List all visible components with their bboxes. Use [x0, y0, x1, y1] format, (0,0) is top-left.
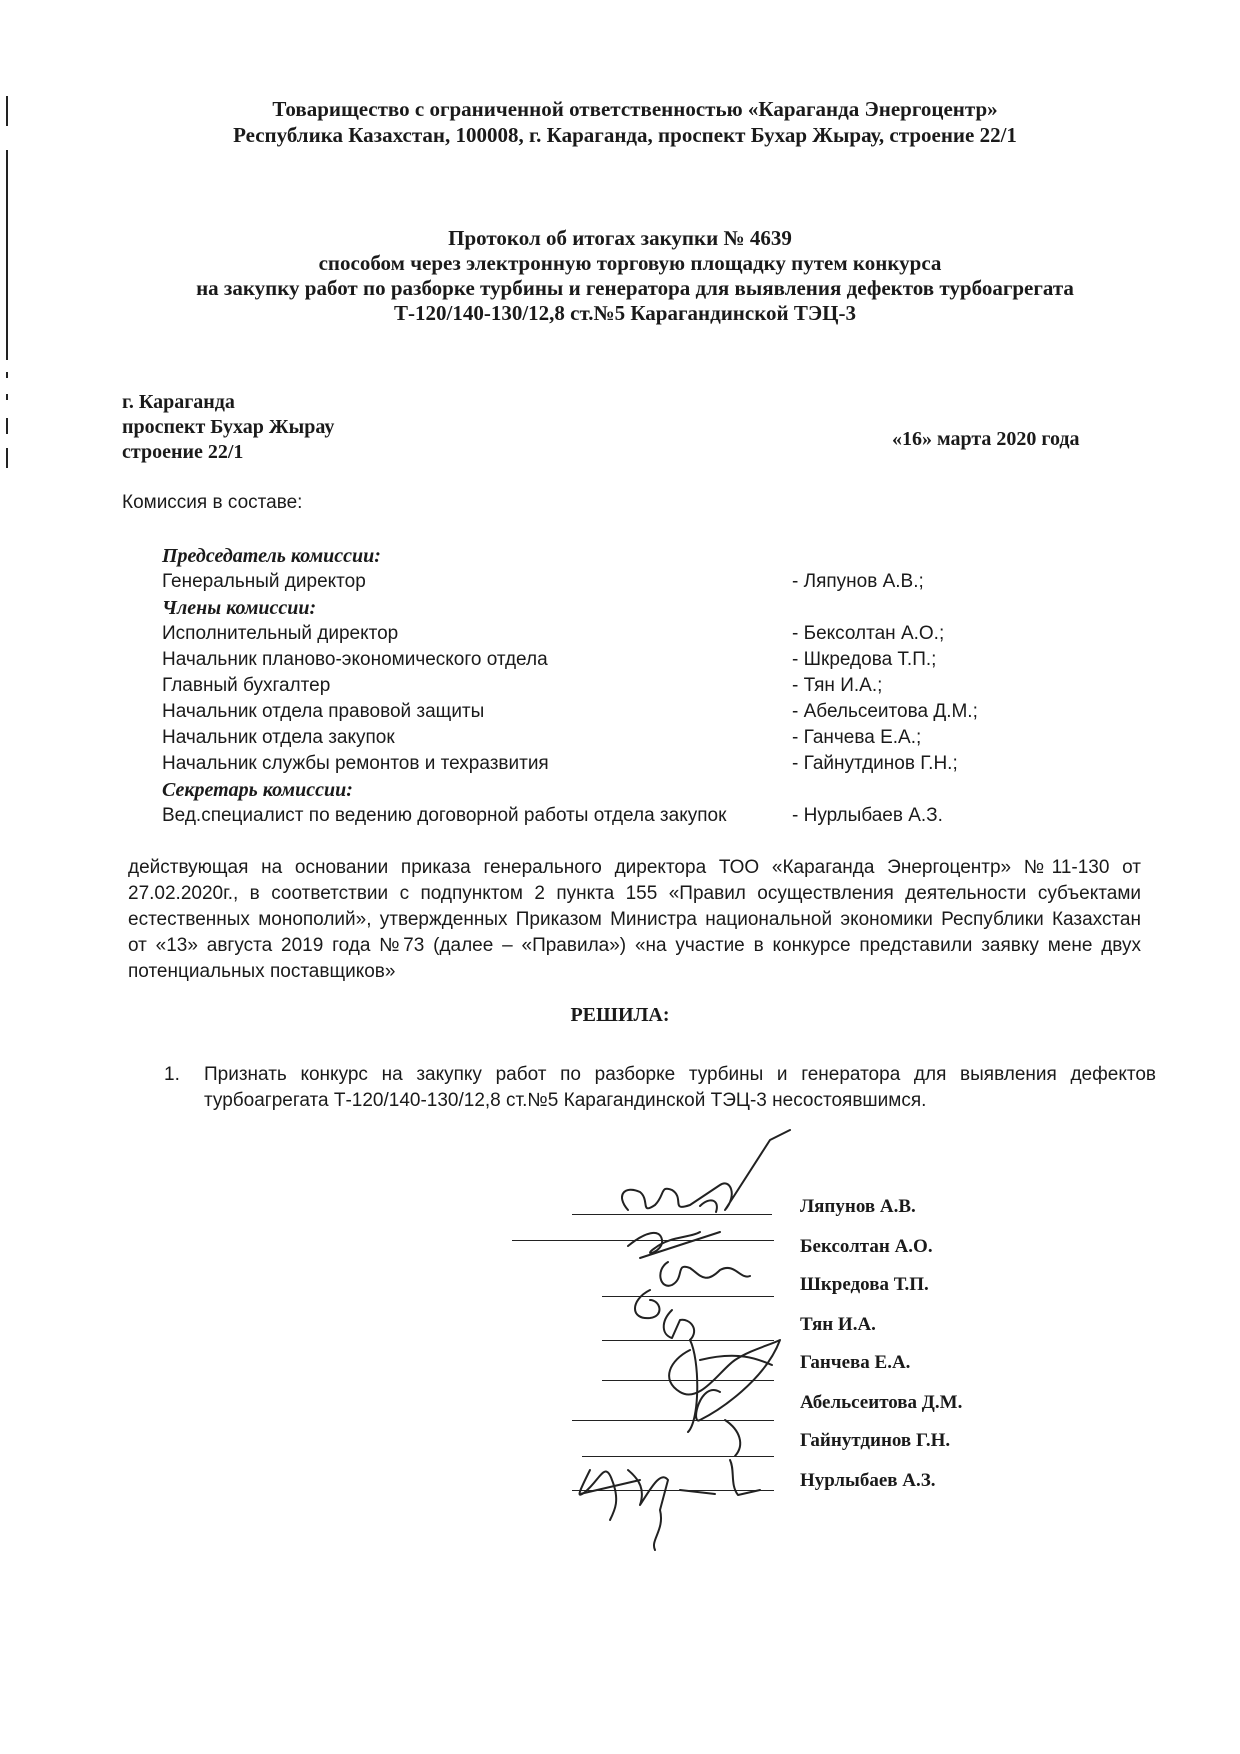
commission-member-row [162, 803, 1112, 829]
signature-line [602, 1380, 774, 1381]
signatory-name: Абельсеитова Д.М. [800, 1392, 963, 1413]
commission-member-row [162, 751, 1112, 777]
scan-edge-mark [6, 372, 8, 378]
member-name: - Нурлыбаев А.З. [792, 805, 943, 826]
commission-member-row [162, 569, 1112, 595]
place-street: проспект Бухар Жырау [122, 416, 335, 438]
role-heading: Члены комиссии: [162, 597, 317, 619]
commission-members [162, 543, 1112, 829]
commission-member-row [162, 673, 1112, 699]
member-position: Генеральный директор [162, 571, 366, 592]
commission-role-header [162, 543, 1112, 569]
signatory-name: Ляпунов А.В. [800, 1196, 916, 1217]
protocol-title [0, 226, 1240, 326]
scan-edge-mark [6, 418, 8, 434]
member-name: - Ляпунов А.В.; [792, 571, 924, 592]
signature-line [572, 1490, 774, 1491]
body-paragraph: действующая на основании приказа генерального директора ТОО «Караганда Энергоцентр» №11-130 от 27.02.2020г., в соответствии с подпунктом 2 пункта 155 «Правил осуществления деятельности субъектами естественных монополий», утвержденных Приказом Министра национальной экономики Республики Казахстан от «13» августа 2019 года №73 (далее – «Правила») «на участие в конкурсе представили заявку мене двух потенциальных поставщиков» [128, 857, 1141, 982]
member-position: Исполнительный директор [162, 623, 399, 644]
commission-member-row [162, 699, 1112, 725]
signature-line [572, 1214, 772, 1215]
company-address: Республика Казахстан, 100008, г. Караганда, проспект Бухар Жырау, строение 22/1 [233, 123, 1017, 147]
commission-role-header [162, 595, 1112, 621]
commission-member-row [162, 725, 1112, 751]
commission-member-row [162, 621, 1112, 647]
scan-edge-mark [6, 394, 8, 400]
member-name: - Шкредова Т.П.; [792, 649, 937, 670]
commission-member-row [162, 647, 1112, 673]
protocol-title-line: на закупку работ по разборке турбины и генератора для выявления дефектов турбоагрегата [196, 276, 1074, 300]
place-block [122, 390, 334, 465]
member-position: Вед.специалист по ведению договорной работы отдела закупок [162, 805, 727, 826]
member-name: - Бексолтан А.О.; [792, 623, 945, 644]
commission-role-header [162, 777, 1112, 803]
protocol-date: «16» марта 2020 года [892, 428, 1080, 450]
member-position: Начальник отдела закупок [162, 727, 395, 748]
role-heading: Секретарь комиссии: [162, 779, 353, 801]
signatory-name: Гайнутдинов Г.Н. [800, 1430, 951, 1451]
protocol-title-line: способом через электронную торговую площадку путем конкурса [318, 251, 942, 275]
role-heading: Председатель комиссии: [162, 545, 381, 567]
signatory-name: Шкредова Т.П. [800, 1274, 929, 1295]
signatory-name: Бексолтан А.О. [800, 1236, 933, 1257]
signature-line [512, 1240, 774, 1241]
member-position: Начальник планово-экономического отдела [162, 649, 548, 670]
company-header [0, 96, 1240, 148]
signatory-name: Тян И.А. [800, 1314, 876, 1335]
place-building: строение 22/1 [122, 441, 244, 463]
commission-title: Комиссия в составе: [122, 492, 303, 513]
decision-text: Признать конкурс на закупку работ по разборке турбины и генератора для выявления дефектов турбоагрегата Т-120/140-130/12,8 ст.№5 Карагандинской ТЭЦ-3 несостоявшимся. [204, 1064, 1156, 1111]
member-name: - Гайнутдинов Г.Н.; [792, 753, 958, 774]
signature-line [602, 1296, 774, 1297]
signature-line [582, 1456, 774, 1457]
member-name: - Ганчева Е.А.; [792, 727, 922, 748]
signatory-name: Ганчева Е.А. [800, 1352, 911, 1373]
company-name: Товарищество с ограниченной ответственностью «Караганда Энергоцентр» [272, 97, 998, 121]
decided-heading: РЕШИЛА: [570, 1004, 670, 1026]
decision-number: 1. [164, 1064, 180, 1085]
member-position: Начальник отдела правовой защиты [162, 701, 485, 722]
place-city: г. Караганда [122, 391, 235, 413]
protocol-title-line: Протокол об итогах закупки № 4639 [448, 226, 792, 250]
member-position: Начальник службы ремонтов и техразвития [162, 753, 549, 774]
scan-edge-mark [6, 448, 8, 468]
member-position: Главный бухгалтер [162, 675, 331, 696]
protocol-title-line: Т-120/140-130/12,8 ст.№5 Карагандинской ТЭЦ-3 [394, 301, 856, 325]
signatory-name: Нурлыбаев А.З. [800, 1470, 936, 1491]
member-name: - Тян И.А.; [792, 675, 883, 696]
member-name: - Абельсеитова Д.М.; [792, 701, 978, 722]
signature-line [572, 1420, 774, 1421]
signature-line [602, 1340, 774, 1341]
